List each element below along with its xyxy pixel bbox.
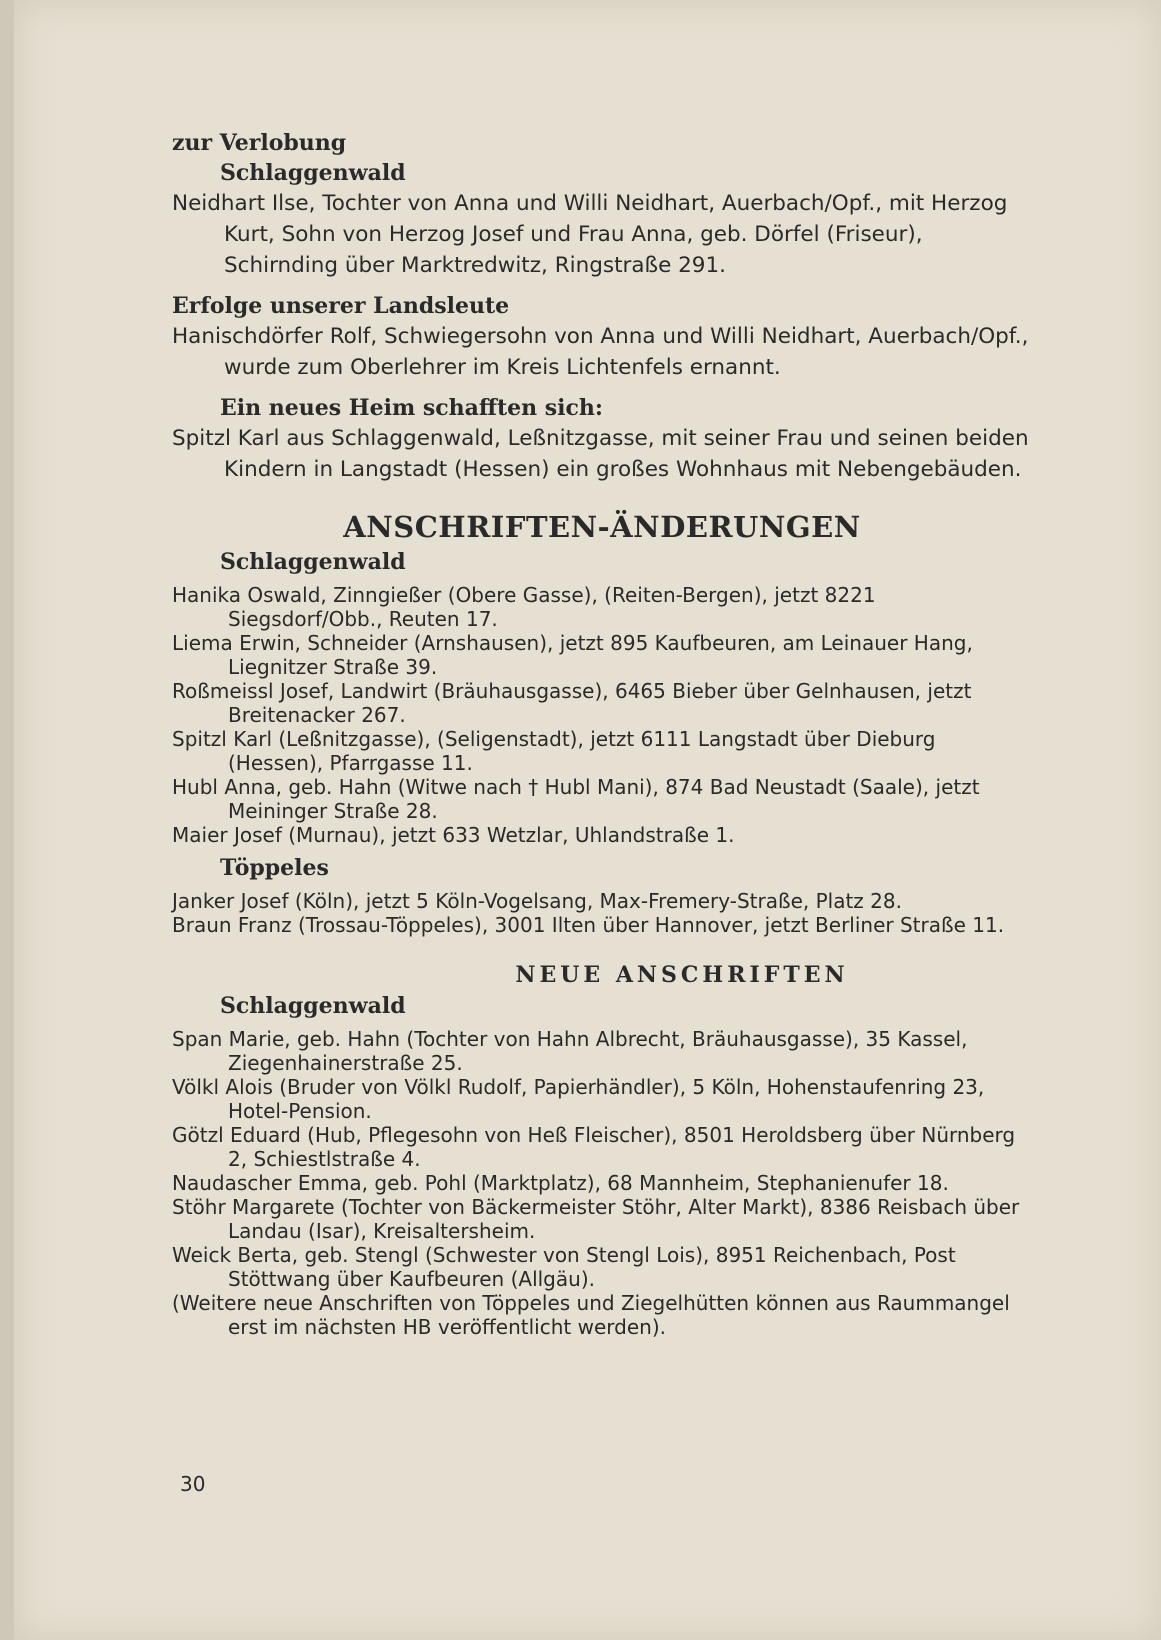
list-item: Span Marie, geb. Hahn (Tochter von Hahn Albrecht, Bräuhausgasse), 35 Kassel, Ziegenhainerstraße 25. xyxy=(172,1027,968,1075)
list-item: Hubl Anna, geb. Hahn (Witwe nach † Hubl Mani), 874 Bad Neustadt (Saale), jetzt Meininger Straße 28. xyxy=(172,775,980,823)
entry-neues-heim: Spitzl Karl aus Schlaggenwald, Leßnitzgasse, mit seiner Frau und seinen beiden Kindern in Langstadt (Hessen) ein großes Wohnhaus mit Nebengebäuden. xyxy=(172,426,1029,482)
list-item: Naudascher Emma, geb. Pohl (Marktplatz), 68 Mannheim, Stephanienufer 18. xyxy=(172,1171,949,1195)
place-heading: Schlaggenwald xyxy=(220,993,406,1019)
list-item: Spitzl Karl (Leßnitzgasse), (Seligenstadt), jetzt 6111 Langstadt über Dieburg (Hessen), Pfarrgasse 11. xyxy=(172,727,936,775)
list-item: Hanika Oswald, Zinngießer (Obere Gasse), (Reiten-Bergen), jetzt 8221 Siegsdorf/Obb., Reuten 17. xyxy=(172,583,876,631)
list-item: Liema Erwin, Schneider (Arnshausen), jetzt 895 Kaufbeuren, am Leinauer Hang, Liegnitzer Straße 39. xyxy=(172,631,973,679)
place-heading: Schlaggenwald xyxy=(220,549,406,575)
list-item: Braun Franz (Trossau-Töppeles), 3001 Ilten über Hannover, jetzt Berliner Straße 11. xyxy=(172,913,1005,937)
list-item: Götzl Eduard (Hub, Pflegesohn von Heß Fleischer), 8501 Heroldsberg über Nürnberg 2, Schiestlstraße 4. xyxy=(172,1123,1016,1171)
title-anschriften-aenderungen: ANSCHRIFTEN-ÄNDERUNGEN xyxy=(343,510,861,544)
list-item: Roßmeissl Josef, Landwirt (Bräuhausgasse), 6465 Bieber über Gelnhausen, jetzt Breitenacker 267. xyxy=(172,679,972,727)
page-number: 30 xyxy=(180,1472,206,1496)
heading-erfolge: Erfolge unserer Landsleute xyxy=(172,293,510,319)
entry-erfolge: Hanischdörfer Rolf, Schwiegersohn von Anna und Willi Neidhart, Auerbach/Opf., wurde zum Oberlehrer im Kreis Lichtenfels ernannt. xyxy=(172,324,1029,380)
list-item: (Weitere neue Anschriften von Töppeles und Ziegelhütten können aus Raummangel erst im nächsten HB veröffentlicht werden). xyxy=(172,1291,1010,1339)
place-heading: Töppeles xyxy=(220,855,329,881)
list-item: Weick Berta, geb. Stengl (Schwester von Stengl Lois), 8951 Reichenbach, Post Stöttwang über Kaufbeuren (Allgäu). xyxy=(172,1243,956,1291)
place-heading: Schlaggenwald xyxy=(220,160,406,186)
list-item: Janker Josef (Köln), jetzt 5 Köln-Vogelsang, Max-Fremery-Straße, Platz 28. xyxy=(172,889,902,913)
list-item: Stöhr Margarete (Tochter von Bäckermeister Stöhr, Alter Markt), 8386 Reisbach über Landau (Isar), Kreisaltersheim. xyxy=(172,1195,1020,1243)
title-neue-anschriften: NEUE ANSCHRIFTEN xyxy=(515,962,849,988)
scan-edge xyxy=(0,0,14,1640)
list-item: Völkl Alois (Bruder von Völkl Rudolf, Papierhändler), 5 Köln, Hohenstaufenring 23, Hotel-Pension. xyxy=(172,1075,985,1123)
page-content xyxy=(172,128,1032,1339)
heading-verlobung: zur Verlobung xyxy=(172,130,347,156)
entry-verlobung: Neidhart Ilse, Tochter von Anna und Willi Neidhart, Auerbach/Opf., mit Herzog Kurt, Sohn von Herzog Josef und Frau Anna, geb. Dörfel (Friseur), Schirnding über Marktredwitz, Ringstraße 291. xyxy=(172,191,1008,278)
list-item: Maier Josef (Murnau), jetzt 633 Wetzlar, Uhlandstraße 1. xyxy=(172,823,735,847)
heading-neues-heim: Ein neues Heim schafften sich: xyxy=(220,395,604,421)
